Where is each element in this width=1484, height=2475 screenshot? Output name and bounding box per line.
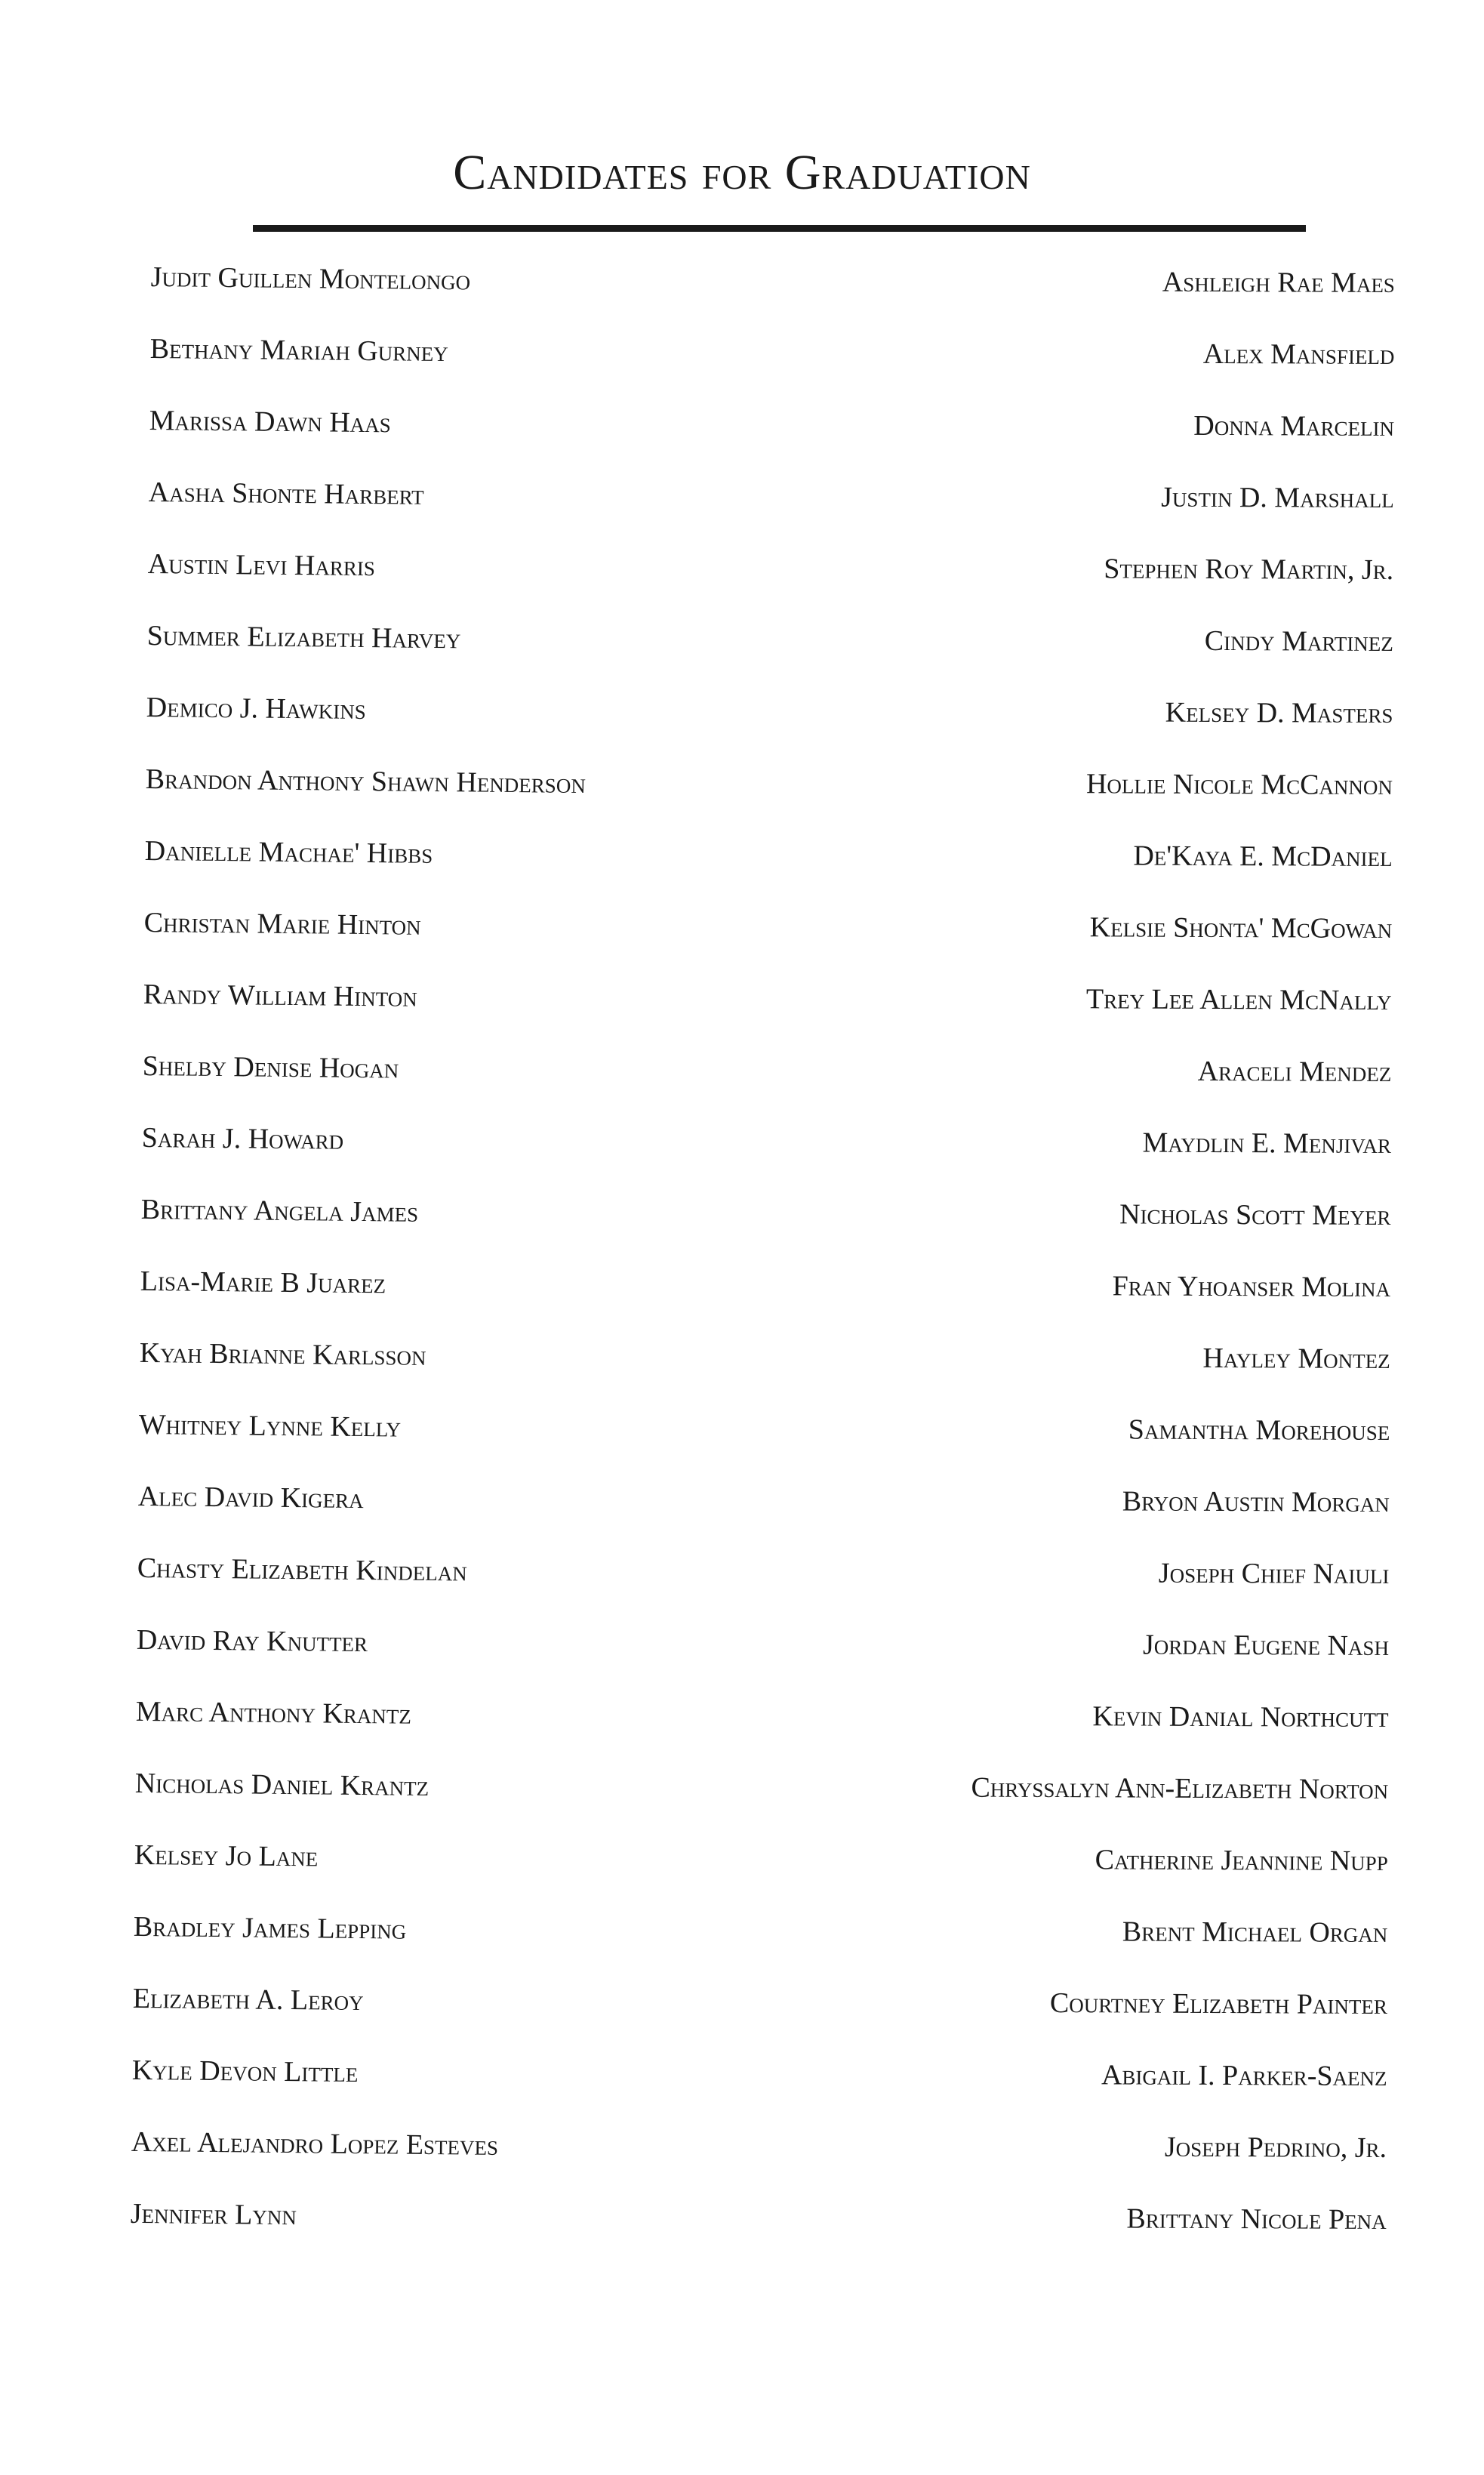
candidate-name: Judit Guillen Montelongo: [150, 260, 471, 297]
candidate-name: Alec David Kigera: [137, 1480, 364, 1515]
candidate-name: Jennifer Lynn: [130, 2197, 297, 2232]
candidate-name: Trey Lee Allen McNally: [1085, 983, 1392, 1016]
candidate-name: Abigail I. Parker-Saenz: [1101, 2059, 1387, 2092]
candidate-name: Nicholas Daniel Krantz: [134, 1767, 429, 1802]
page-title: Candidates for Graduation: [453, 145, 1031, 200]
candidate-name: Brittany Nicole Pena: [1126, 2202, 1387, 2236]
candidate-name: Donna Marcelin: [1193, 409, 1395, 442]
candidate-name: Fran Yhoanser Molina: [1112, 1270, 1391, 1303]
candidate-name: Cindy Martinez: [1204, 624, 1393, 658]
candidate-name: Marissa Dawn Haas: [149, 404, 391, 439]
candidate-name: Alex Mansfield: [1202, 338, 1395, 371]
candidate-name: Aasha Shonte Harbert: [148, 476, 424, 511]
candidate-name: Jordan Eugene Nash: [1142, 1629, 1390, 1662]
candidate-name: Chasty Elizabeth Kindelan: [137, 1552, 467, 1588]
candidate-name: Elizabeth A. Leroy: [132, 1982, 364, 2017]
candidate-name: Bryon Austin Morgan: [1122, 1485, 1390, 1518]
candidate-name: Nicholas Scott Meyer: [1119, 1198, 1391, 1231]
candidate-name: Chryssalyn Ann-Elizabeth Norton: [971, 1771, 1389, 1805]
left-name-column: [130, 258, 830, 2273]
title-rule: [253, 225, 1306, 232]
candidate-name: Christan Marie Hinton: [143, 906, 421, 942]
candidate-name: Maydlin E. Menjivar: [1142, 1127, 1392, 1160]
candidate-name: Stephen Roy Martin, Jr.: [1104, 553, 1394, 586]
candidate-name: Araceli Mendez: [1197, 1055, 1392, 1088]
candidate-name: Catherine Jeannine Nupp: [1095, 1844, 1388, 1877]
candidate-name: David Ray Knutter: [136, 1623, 368, 1659]
candidate-name: Brent Michael Organ: [1122, 1916, 1388, 1949]
candidate-name: Kelsey Jo Lane: [134, 1839, 319, 1873]
candidate-name: Brandon Anthony Shawn Henderson: [145, 763, 587, 800]
candidate-name: Courtney Elizabeth Painter: [1049, 1987, 1388, 2020]
candidate-name: Kyah Brianne Karlsson: [139, 1336, 426, 1372]
candidate-name: Demico J. Hawkins: [146, 691, 366, 726]
candidate-name: Bethany Mariah Gurney: [149, 332, 449, 368]
candidate-name: Axel Alejandro Lopez Esteves: [131, 2125, 499, 2162]
candidate-name: Whitney Lynne Kelly: [138, 1408, 402, 1444]
candidate-name: Austin Levi Harris: [147, 547, 376, 583]
candidate-name: Joseph Pedrino, Jr.: [1164, 2131, 1387, 2164]
candidate-name: Ashleigh Rae Maes: [1162, 266, 1395, 299]
candidate-name: Kevin Danial Northcutt: [1092, 1700, 1389, 1734]
candidate-name: Shelby Denise Hogan: [142, 1049, 399, 1085]
candidate-name: Justin D. Marshall: [1161, 481, 1394, 514]
candidate-name: De'Kaya E. McDaniel: [1133, 840, 1393, 873]
candidate-name: Brittany Angela James: [140, 1193, 419, 1228]
candidate-name: Summer Elizabeth Harvey: [146, 619, 461, 655]
candidate-name: Kelsie Shonta' McGowan: [1089, 911, 1393, 945]
candidate-name: Randy William Hinton: [143, 978, 417, 1013]
candidate-name: Bradley James Lepping: [133, 1910, 407, 1946]
candidate-name: Joseph Chief Naiuli: [1158, 1557, 1390, 1590]
candidate-name: Kyle Devon Little: [131, 2054, 359, 2089]
candidate-name: Hollie Nicole McCannon: [1085, 768, 1393, 801]
candidate-name: Samantha Morehouse: [1128, 1413, 1390, 1447]
candidate-name: Kelsey D. Masters: [1165, 696, 1393, 729]
candidate-name: Lisa-Marie B Juarez: [140, 1265, 386, 1300]
right-name-column: [746, 261, 1395, 2273]
candidate-name: Hayley Montez: [1202, 1342, 1390, 1375]
candidate-name: Danielle Machae' Hibbs: [144, 834, 433, 870]
candidate-name: Sarah J. Howard: [141, 1121, 344, 1156]
candidate-name: Marc Anthony Krantz: [135, 1695, 412, 1731]
